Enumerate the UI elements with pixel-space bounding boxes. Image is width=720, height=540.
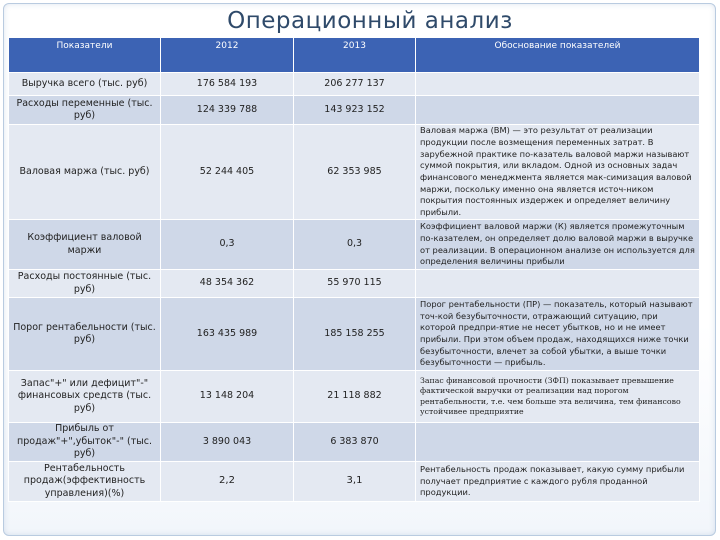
header-2012: 2012 bbox=[161, 38, 294, 73]
indicator-cell: Запас"+" или дефицит"-" финансовых средств (тыс. руб) bbox=[9, 371, 161, 423]
indicator-cell: Порог рентабельности (тыс. руб) bbox=[9, 298, 161, 371]
indicator-cell: Выручка всего (тыс. руб) bbox=[9, 73, 161, 96]
value-2013-cell: 3,1 bbox=[294, 462, 416, 502]
table-header-row bbox=[9, 38, 700, 73]
indicator-cell: Рентабельность продаж(эффективность управления)(%) bbox=[9, 462, 161, 502]
table-row bbox=[9, 125, 700, 220]
table-row bbox=[9, 73, 700, 96]
value-2012-cell: 176 584 193 bbox=[161, 73, 294, 96]
justification-cell: Порог рентабельности (ПР) — показатель, который называют точ-кой безубыточности, отражающий ситуацию, при которой предпри-ятие не несет убытков, но и не имеет прибыли. При этом объем продаж, находящихся ниже точки безубыточности, влечет за собой убытки, а выше точки безубыточности — прибыль. bbox=[416, 298, 700, 371]
value-2012-cell: 124 339 788 bbox=[161, 96, 294, 125]
justification-cell: Запас финансовой прочности (ЗФП) показывает превышение фактической выручки от реализации над порогом рентабельности, т.е. чем больше эта величина, тем финансово устойчивее предприятие bbox=[416, 371, 700, 423]
justification-cell bbox=[416, 270, 700, 298]
value-2013-cell: 21 118 882 bbox=[294, 371, 416, 423]
indicator-cell: Валовая маржа (тыс. руб) bbox=[9, 125, 161, 220]
table-row bbox=[9, 423, 700, 462]
value-2013-cell: 62 353 985 bbox=[294, 125, 416, 220]
table-row bbox=[9, 462, 700, 502]
justification-cell: Рентабельность продаж показывает, какую сумму прибыли получает предприятие с каждого рубля проданной продукции. bbox=[416, 462, 700, 502]
value-2013-cell: 143 923 152 bbox=[294, 96, 416, 125]
value-2013-cell: 0,3 bbox=[294, 220, 416, 270]
table-row bbox=[9, 270, 700, 298]
value-2012-cell: 3 890 043 bbox=[161, 423, 294, 462]
table-row bbox=[9, 96, 700, 125]
justification-cell bbox=[416, 423, 700, 462]
value-2012-cell: 13 148 204 bbox=[161, 371, 294, 423]
indicator-cell: Расходы постоянные (тыс. руб) bbox=[9, 270, 161, 298]
value-2012-cell: 48 354 362 bbox=[161, 270, 294, 298]
header-2013: 2013 bbox=[294, 38, 416, 73]
value-2012-cell: 163 435 989 bbox=[161, 298, 294, 371]
indicator-cell: Прибыль от продаж"+",убыток"-" (тыс. руб) bbox=[9, 423, 161, 462]
slide-title: Операционный анализ bbox=[227, 8, 513, 34]
value-2013-cell: 55 970 115 bbox=[294, 270, 416, 298]
header-indicators: Показатели bbox=[9, 38, 161, 73]
indicator-cell: Коэффициент валовой маржи bbox=[9, 220, 161, 270]
table-row bbox=[9, 298, 700, 371]
value-2012-cell: 2,2 bbox=[161, 462, 294, 502]
value-2013-cell: 6 383 870 bbox=[294, 423, 416, 462]
value-2013-cell: 185 158 255 bbox=[294, 298, 416, 371]
operational-analysis-table bbox=[8, 37, 700, 502]
justification-cell: Валовая маржа (ВМ) — это результат от реализации продукции после возмещения переменных затрат. В зарубежной практике по-казатель валовой маржи называют суммой покрытия, или вкладом. Одной из основных задач финансового менеджмента является мак-симизация валовой маржи, поскольку именно она является источ-ником покрытия постоянных издержек и определяет величину прибыли. bbox=[416, 125, 700, 220]
value-2012-cell: 0,3 bbox=[161, 220, 294, 270]
justification-cell bbox=[416, 96, 700, 125]
value-2013-cell: 206 277 137 bbox=[294, 73, 416, 96]
table-row bbox=[9, 371, 700, 423]
value-2012-cell: 52 244 405 bbox=[161, 125, 294, 220]
justification-cell: Коэффициент валовой маржи (К) является промежуточным по-казателем, он определяет долю валовой маржи в выручке от реализации. В операционном анализе он используется для определения величины прибыли bbox=[416, 220, 700, 270]
table-row bbox=[9, 220, 700, 270]
justification-cell bbox=[416, 73, 700, 96]
header-justification: Обоснование показателей bbox=[416, 38, 700, 73]
indicator-cell: Расходы переменные (тыс. руб) bbox=[9, 96, 161, 125]
